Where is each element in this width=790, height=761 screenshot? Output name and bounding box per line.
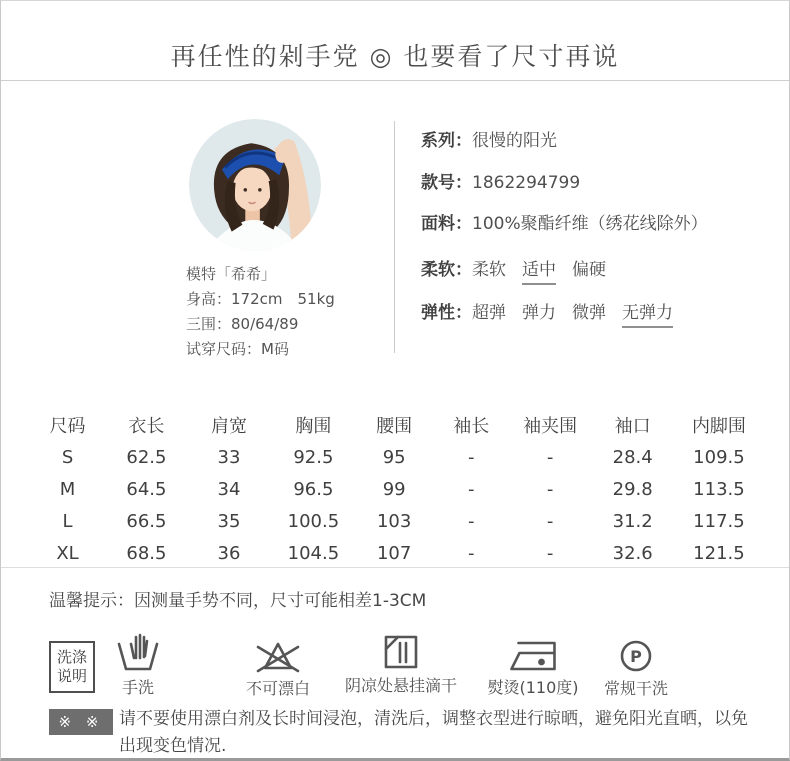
col-bust: 胸围 [295, 416, 332, 437]
cell: 104.5 [287, 542, 340, 564]
softness-option-2-selected: 适中 [522, 255, 556, 285]
elasticity-option-2: 弹力 [522, 303, 556, 323]
cell: 28.4 [612, 446, 653, 468]
cell: - [546, 510, 554, 532]
softness-option-1: 柔软 [472, 260, 506, 280]
model-name: 模特「希希」 [186, 265, 277, 283]
care-item-no-bleach [246, 639, 310, 699]
col-waist: 腰围 [376, 416, 413, 437]
cell: 29.8 [612, 478, 653, 500]
cell: - [467, 446, 475, 468]
series-row [421, 126, 557, 151]
page-title: 再任性的剁手党 ◎ 也要看了尺寸再说 [170, 42, 620, 71]
col-length: 衣长 [128, 416, 165, 437]
care-label: 手洗 [121, 678, 154, 697]
dry-clean-letter: P [630, 647, 642, 666]
page-header [1, 1, 789, 81]
cell: 62.5 [126, 446, 167, 468]
cell: 66.5 [126, 510, 167, 532]
care-item-hand-wash [116, 632, 160, 698]
elasticity-option-3: 微弹 [572, 303, 606, 323]
item-no-label: 款号： [421, 173, 472, 193]
cell: 109.5 [693, 446, 745, 468]
measurement-tip: 温馨提示：因测量手势不同，尺寸可能相差1-3CM [49, 591, 427, 611]
table-row-s [29, 441, 763, 473]
table-row-l [29, 505, 763, 537]
cell: 100.5 [287, 510, 340, 532]
footnote-text: 请不要使用漂白剂及长时间浸泡，清洗后，调整衣型进行晾晒，避免阳光直晒，以免出现变色情况. [119, 709, 748, 756]
care-box-line2: 说明 [56, 667, 87, 685]
fabric-row [421, 209, 708, 234]
table-row-m [29, 473, 763, 505]
elasticity-option-1: 超弹 [472, 303, 506, 323]
cell: 68.5 [126, 542, 167, 564]
model-photo-illustration [189, 119, 321, 251]
softness-row [421, 255, 622, 285]
cell: L [62, 510, 73, 532]
care-label: 不可漂白 [245, 679, 311, 698]
cell: 92.5 [293, 446, 334, 468]
size-table [29, 409, 763, 569]
col-shoulder: 肩宽 [211, 416, 247, 437]
cell: 36 [217, 542, 241, 564]
vertical-divider [394, 121, 395, 353]
cell: 32.6 [612, 542, 653, 564]
softness-option-3: 偏硬 [572, 260, 606, 280]
cell: - [467, 478, 475, 500]
dry-clean-icon [604, 639, 668, 673]
model-fitting-size: 试穿尺码：M码 [186, 340, 289, 358]
model-photo [189, 119, 321, 251]
elasticity-label: 弹性： [421, 303, 472, 323]
cell: - [467, 510, 475, 532]
col-cuff: 袖口 [614, 416, 651, 437]
item-no-row [421, 168, 580, 193]
cell: 103 [376, 510, 412, 532]
cell: - [546, 446, 554, 468]
model-height: 身高：172cm 51kg [186, 290, 335, 308]
care-label: 阴凉处悬挂滴干 [344, 676, 458, 695]
series-value: 很慢的阳光 [472, 131, 557, 151]
cell: 33 [217, 446, 241, 468]
care-item-iron [487, 640, 578, 698]
iron-icon [487, 640, 578, 672]
item-no-value: 1862294799 [472, 173, 581, 193]
cell: 96.5 [293, 478, 334, 500]
fabric-label: 面料： [421, 214, 472, 234]
horizontal-divider [1, 567, 789, 568]
elasticity-row [421, 298, 689, 328]
care-label: 常规干洗 [603, 679, 669, 698]
cell: 99 [382, 478, 406, 500]
cell: 31.2 [612, 510, 653, 532]
fabric-value: 100%聚酯纤维（绣花线除外） [472, 214, 708, 234]
cell: M [59, 478, 76, 500]
col-hem: 内脚围 [691, 416, 746, 437]
col-armhole: 袖夹围 [523, 416, 578, 437]
care-item-dry-clean [604, 639, 668, 699]
cell: 107 [376, 542, 412, 564]
series-label: 系列： [421, 131, 472, 151]
cell: 34 [217, 478, 241, 500]
footnote-badge: ※ ※ [49, 709, 113, 735]
cell: - [546, 478, 554, 500]
cell: 117.5 [693, 510, 745, 532]
cell: 113.5 [693, 478, 745, 500]
cell: 121.5 [693, 542, 745, 564]
no-bleach-icon [246, 639, 310, 673]
care-box-line1: 洗涤 [56, 648, 87, 666]
cell: 35 [217, 510, 241, 532]
cell: - [467, 542, 475, 564]
table-row-xl [29, 537, 763, 569]
col-size: 尺码 [49, 416, 86, 437]
care-item-drip-dry-shade [345, 634, 457, 696]
drip-dry-shade-icon [345, 634, 457, 670]
softness-label: 柔软： [421, 260, 472, 280]
cell: S [61, 446, 74, 468]
cell: 64.5 [126, 478, 167, 500]
care-instructions-box [49, 641, 95, 693]
col-sleeve-length: 袖长 [453, 416, 490, 437]
size-table-header-row [29, 409, 763, 441]
care-label: 熨烫(110度) [487, 678, 579, 697]
cell: 95 [382, 446, 406, 468]
hand-wash-icon [116, 632, 160, 672]
model-info [186, 262, 335, 362]
model-measurements: 三围：80/64/89 [186, 315, 299, 333]
elasticity-option-4-selected: 无弹力 [622, 298, 673, 328]
cell: XL [56, 542, 79, 564]
cell: - [546, 542, 554, 564]
